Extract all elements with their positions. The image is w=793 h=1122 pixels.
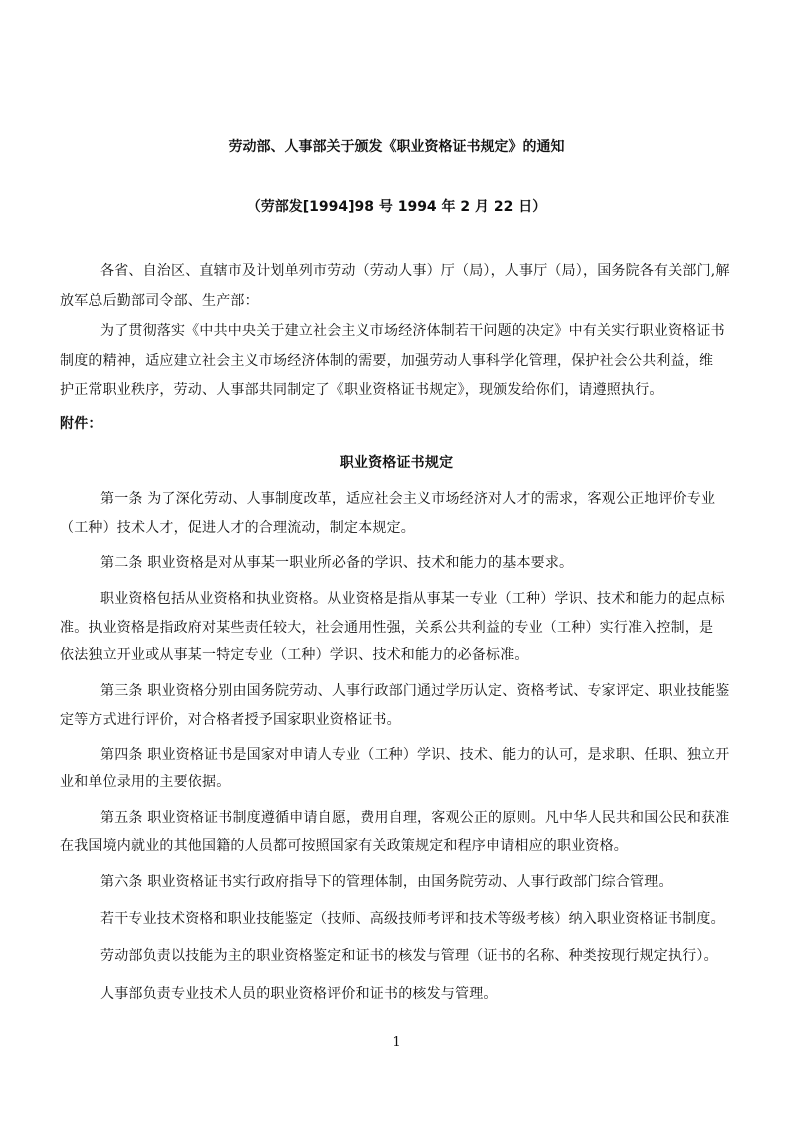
article-2-line: 第二条 职业资格是对从事某一职业所必备的学识、技术和能力的基本要求。: [100, 555, 574, 571]
qualification-paragraph-line: 依法独立开业或从事某一特定专业（工种）学识、技术和能力的必备标准。: [60, 647, 529, 663]
regulation-title: 职业资格证书规定: [339, 455, 454, 471]
document-title: 劳动部、人事部关于颁发《职业资格证书规定》的通知: [228, 139, 565, 155]
labor-ministry-line: 劳动部负责以技能为主的职业资格鉴定和证书的核发与管理（证书的名称、种类按现行规定执行）。: [100, 948, 718, 964]
article-4-line: 业和单位录用的主要依据。: [60, 774, 231, 790]
qualification-paragraph-line: 准。执业资格是指政府对某些责任较大，社会通用性强，关系公共利益的专业（工种）实行准入控制，是: [60, 620, 714, 636]
intro-line: 制度的精神，适应建立社会主义市场经济体制的需要，加强劳动人事科学化管理，保护社会公共利益，维: [60, 353, 714, 369]
article-4-line: 第四条 职业资格证书是国家对申请人专业（工种）学识、技术、能力的认可，是求职、任职、独立开: [100, 747, 730, 763]
document-number: （劳部发[1994]98 号 1994 年 2 月 22 日）: [246, 199, 547, 215]
article-5-line: 在我国境内就业的其他国籍的人员都可按照国家有关政策规定和程序申请相应的职业资格。: [60, 838, 628, 854]
intro-line: 护正常职业秩序，劳动、人事部共同制定了《职业资格证书规定》，现颁发给你们，请遵照执行。: [60, 382, 664, 398]
personnel-ministry-line: 人事部负责专业技术人员的职业资格评价和证书的核发与管理。: [100, 986, 498, 1002]
intro-line: 为了贯彻落实《中共中央关于建立社会主义市场经济体制若干问题的决定》中有关实行职业资格证书: [100, 323, 725, 339]
article-3-line: 定等方式进行评价，对合格者授予国家职业资格证书。: [60, 712, 401, 728]
page-number: 1: [392, 1035, 401, 1050]
article-1-line: 第一条 为了深化劳动、人事制度改革，适应社会主义市场经济对人才的需求，客观公正地评价专业: [100, 491, 716, 507]
article-6-line: 第六条 职业资格证书实行政府指导下的管理体制，由国务院劳动、人事行政部门综合管理。: [100, 874, 673, 890]
addressee-line: 各省、自治区、直辖市及计划单列市劳动（劳动人事）厅（局），人事厅（局），国务院各有关部门,解: [100, 263, 730, 279]
article-5-line: 第五条 职业资格证书制度遵循申请自愿，费用自理，客观公正的原则。凡中华人民共和国公民和获准: [100, 810, 730, 826]
addressee-line: 放军总后勤部司令部、生产部：: [60, 293, 259, 309]
skill-appraisal-line: 若干专业技术资格和职业技能鉴定（技师、高级技师考评和技术等级考核）纳入职业资格证书制度。: [100, 911, 725, 927]
qualification-paragraph-line: 职业资格包括从业资格和执业资格。从业资格是指从事某一专业（工种）学识、技术和能力的起点标: [100, 591, 725, 607]
article-1-line: （工种）技术人才，促进人才的合理流动，制定本规定。: [60, 520, 415, 536]
attachment-label: 附件：: [60, 416, 103, 432]
article-3-line: 第三条 职业资格分别由国务院劳动、人事行政部门通过学历认定、资格考试、专家评定、职业技能鉴: [100, 683, 730, 699]
